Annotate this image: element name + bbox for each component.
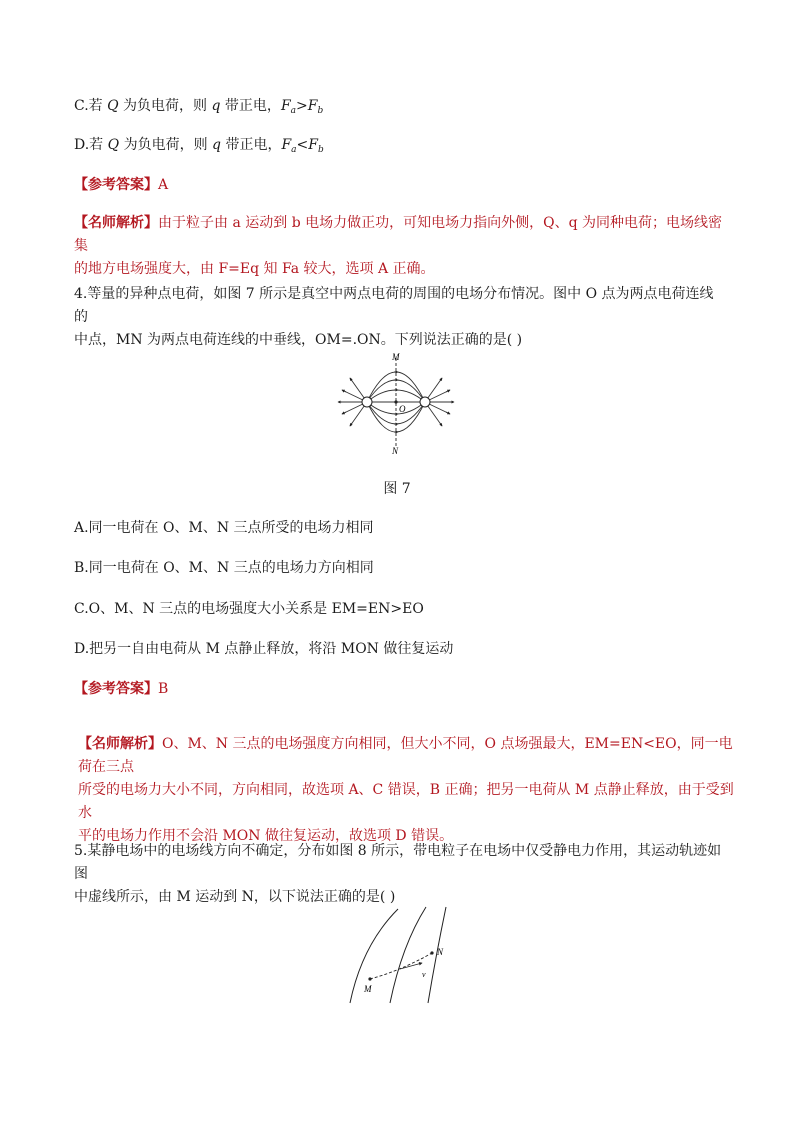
label-O: O: [399, 404, 406, 414]
label-v: v: [422, 970, 426, 979]
q3-analysis: 【名师解析】由于粒子由 a 运动到 b 电场力做正功，可知电场力指向外侧，Q、q 为同种电荷；电场线密集 的地方电场强度大，由 F=Eq 知 Fa 较大，选项 A 正确。: [74, 215, 722, 277]
label-M: M: [364, 984, 372, 994]
answer-value: A: [158, 177, 169, 193]
q4-option-a: A.同一电荷在 O、M、N 三点所受的电场力相同: [74, 520, 374, 536]
label-M: M: [392, 352, 400, 362]
q4-stem: 4.等量的异种点电荷，如图 7 所示是真空中两点电荷的周围的电场分布情况。图中 O 点为两点电荷连线的 中点，MN 为两点电荷连线的中垂线，OM=.ON。下列说法正确的是( ): [74, 286, 714, 348]
figure-7-caption: 图 7: [383, 481, 411, 497]
q4-analysis: 【名师解析】O、M、N 三点的电场强度方向相同，但大小不同，O 点场强最大，EM=EN<EO，同一电荷在三点 所受的电场力大小不同，方向相同，故选项 A、C 错误，B 正确；把另一电荷从 M 点静止释放，由于受到水 平的电场力作用不会沿 MON 做往复运动，故选项 D 错误。: [78, 736, 734, 844]
dipole-field-figure: [334, 350, 458, 468]
q4-option-b: B.同一电荷在 O、M、N 三点的电场力方向相同: [74, 560, 374, 576]
q5-stem: 5.某静电场中的电场线方向不确定，分布如图 8 所示，带电粒子在电场中仅受静电力作用，其运动轨迹如图 中虚线所示，由 M 运动到 N，以下说法正确的是( ): [74, 843, 722, 905]
label-N: N: [437, 947, 444, 957]
q3-answer: [74, 174, 168, 196]
q3-option-c: C.若 Q 为负电荷，则 q 带正电，$F_a>F_b$: [74, 98, 324, 116]
q4-option-c: C.O、M、N 三点的电场强度大小关系是 EM=EN>EO: [74, 601, 424, 617]
label-N: N: [392, 446, 399, 456]
q3-option-d: D.若 Q 为负电荷，则 q 带正电，$F_a<F_b$: [74, 137, 324, 155]
field-lines-figure: [340, 905, 460, 1005]
q4-answer: 【参考答案】B: [74, 681, 169, 697]
answer-tag: 【参考答案】: [74, 177, 158, 193]
q4-option-d: D.把另一自由电荷从 M 点静止释放，将沿 MON 做往复运动: [74, 641, 454, 657]
